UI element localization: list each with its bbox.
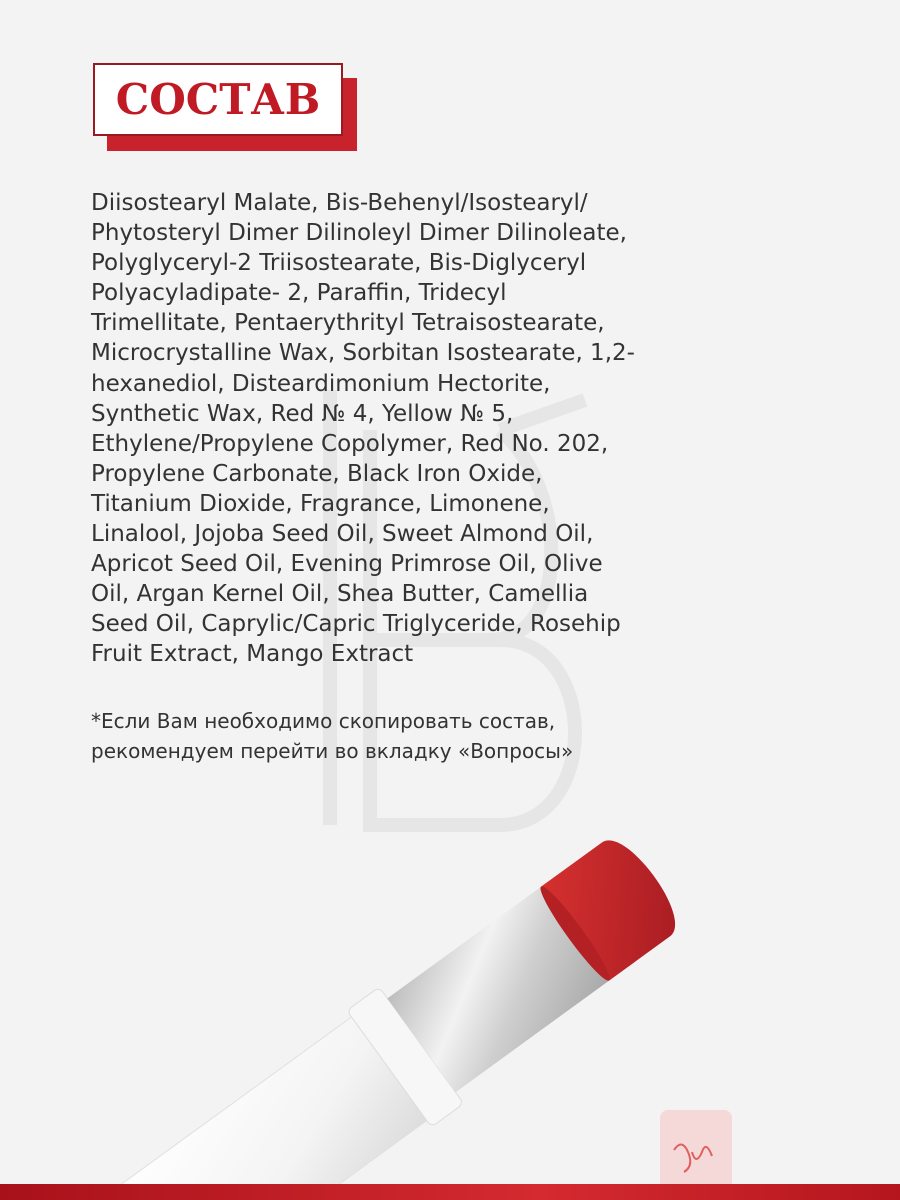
ingredients-line: Polyacyladipate- 2, Paraffin, Tridecyl [91, 280, 507, 307]
ingredients-line: Linalool, Jojoba Seed Oil, Sweet Almond Oil, [91, 521, 594, 548]
ingredients-line: Fruit Extract, Mango Extract [91, 641, 414, 668]
ingredients-line: Synthetic Wax, Red № 4, Yellow № 5, [91, 400, 514, 427]
page-title: СОСТАВ [115, 75, 321, 124]
ingredients-line: Trimellitate, Pentaerythrityl Tetraisostearate, [91, 310, 605, 337]
ingredients-line: Phytosteryl Dimer Dilinoleyl Dimer Dilinoleate, [91, 220, 627, 247]
ingredients-line: Propylene Carbonate, Black Iron Oxide, [91, 460, 543, 487]
title-block [93, 63, 357, 151]
ingredients-line: Microcrystalline Wax, Sorbitan Isostearate, 1,2- [91, 340, 635, 367]
ingredients-line: Diisostearyl Malate, Bis-Behenyl/Isostearyl/ [91, 190, 588, 216]
ingredients-line: Oil, Argan Kernel Oil, Shea Butter, Camellia [91, 581, 589, 608]
bottom-accent-bar [0, 1184, 900, 1200]
ingredients-line: Ethylene/Propylene Copolymer, Red No. 202, [91, 430, 609, 457]
ingredients-line: hexanediol, Disteardimonium Hectorite, [91, 370, 551, 397]
ingredients-line: Seed Oil, Caprylic/Capric Triglyceride, Rosehip [91, 611, 621, 638]
note-line: рекомендуем перейти во вкладку «Вопросы» [91, 739, 574, 763]
title-box [93, 63, 343, 136]
ingredients-line: Titanium Dioxide, Fragrance, Limonene, [91, 490, 550, 517]
lipstick-illustration [0, 790, 900, 1200]
ingredients-line: Polyglyceryl-2 Triisostearate, Bis-Diglyceryl [91, 250, 587, 277]
note-line: *Если Вам необходимо скопировать состав, [91, 709, 556, 733]
ingredients-line: Apricot Seed Oil, Evening Primrose Oil, Olive [91, 551, 603, 578]
copy-note [91, 706, 811, 766]
ingredients-text [91, 188, 811, 670]
